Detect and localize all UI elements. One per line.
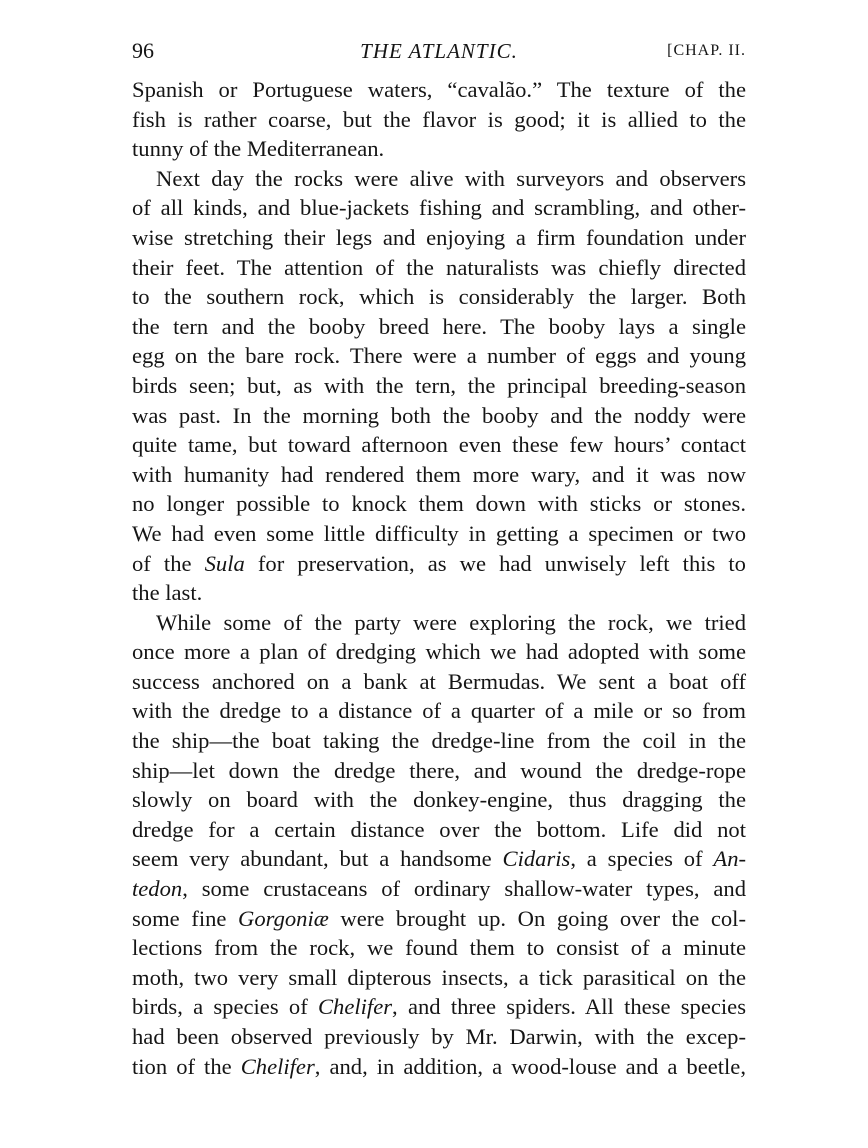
text-line	[132, 1052, 746, 1082]
text-line: While some of the party were exploring the rock, we tried	[156, 609, 746, 635]
text-run: were brought up. On going over the col-	[328, 905, 746, 931]
text-line: with the dredge to a distance of a quarter of a mile or so from	[132, 698, 746, 724]
paragraph-1	[132, 75, 746, 164]
text-run: , a species of	[570, 846, 714, 872]
italic-term-antedon: tedon	[132, 876, 183, 902]
text-line	[132, 904, 746, 934]
text-run: birds, a species of	[132, 994, 318, 1020]
text-line: the tern and the booby breed here. The booby lays a single	[132, 313, 746, 339]
paragraph-2	[132, 164, 746, 608]
text-line	[132, 992, 746, 1022]
italic-term-antedon: An-	[713, 846, 747, 872]
text-line: Spanish or Portuguese waters, “cavalão.” The texture of the	[132, 77, 746, 102]
text-run: some fine	[132, 905, 239, 931]
italic-term-chelifer: Chelifer	[240, 1053, 315, 1079]
text-line: tunny of the Mediterranean.	[132, 136, 385, 162]
book-page	[132, 34, 746, 1081]
text-line: Next day the rocks were alive with surveyors and observers	[156, 165, 746, 191]
text-run: of the	[132, 550, 205, 576]
text-line: had been observed previously by Mr. Darwin, with the excep-	[132, 1024, 746, 1049]
running-title: THE ATLANTIC.	[360, 39, 518, 63]
text-run: for preservation, as we had unwisely left this to	[244, 550, 746, 576]
italic-term-cidaris: Cidaris	[502, 846, 571, 872]
text-run: seem very abundant, but a handsome	[132, 846, 503, 872]
text-line: was past. In the morning both the booby and the noddy were	[132, 402, 746, 428]
chapter-label: [CHAP. II.	[667, 42, 746, 59]
text-line: success anchored on a bank at Bermudas. We sent a boat off	[132, 668, 746, 694]
text-line: with humanity had rendered them more wary, and it was now	[132, 461, 746, 487]
text-line: slowly on board with the donkey-engine, thus dragging the	[132, 787, 746, 813]
body-text	[132, 75, 746, 1081]
text-line: no longer possible to knock them down with sticks or stones.	[132, 491, 746, 517]
text-line: the last.	[132, 580, 203, 606]
page-header	[132, 34, 746, 68]
text-line: of all kinds, and blue-jackets fishing and scrambling, and other-	[132, 195, 746, 221]
text-line: lections from the rock, we found them to consist of a minute	[132, 935, 746, 961]
italic-term-chelifer: Chelifer	[317, 994, 393, 1020]
text-line: birds seen; but, as with the tern, the principal breeding-season	[132, 372, 746, 398]
text-line	[132, 844, 746, 874]
text-line: egg on the bare rock. There were a number of eggs and young	[132, 343, 746, 369]
text-line: quite tame, but toward afternoon even these few hours’ contact	[132, 432, 746, 458]
text-line: We had even some little difficulty in getting a specimen or two	[132, 520, 746, 546]
text-line: to the southern rock, which is considerably the larger. Both	[132, 284, 746, 310]
text-line: wise stretching their legs and enjoying a firm foundation under	[132, 224, 746, 250]
text-line	[132, 874, 746, 904]
text-line	[132, 549, 746, 579]
italic-term-gorgoniae: Gorgoniæ	[238, 905, 329, 931]
text-line: moth, two very small dipterous insects, a tick parasitical on the	[132, 964, 746, 990]
text-line: ship—let down the dredge there, and wound the dredge-rope	[132, 757, 746, 783]
text-line: their feet. The attention of the naturalists was chiefly directed	[132, 254, 746, 280]
italic-term-sula: Sula	[204, 550, 245, 576]
text-run: , some crustaceans of ordinary shallow-water types, and	[182, 876, 746, 902]
text-line: the ship—the boat taking the dredge-line from the coil in the	[132, 728, 746, 754]
text-run: , and three spiders. All these species	[392, 994, 746, 1020]
text-run: , and, in addition, a wood-louse and a beetle,	[314, 1053, 746, 1079]
text-line: fish is rather coarse, but the flavor is good; it is allied to the	[132, 106, 746, 132]
page-number: 96	[132, 38, 154, 63]
text-line: once more a plan of dredging which we had adopted with some	[132, 639, 746, 665]
text-run: tion of the	[132, 1053, 241, 1079]
paragraph-3	[132, 608, 746, 1082]
text-line: dredge for a certain distance over the bottom. Life did not	[132, 816, 746, 842]
